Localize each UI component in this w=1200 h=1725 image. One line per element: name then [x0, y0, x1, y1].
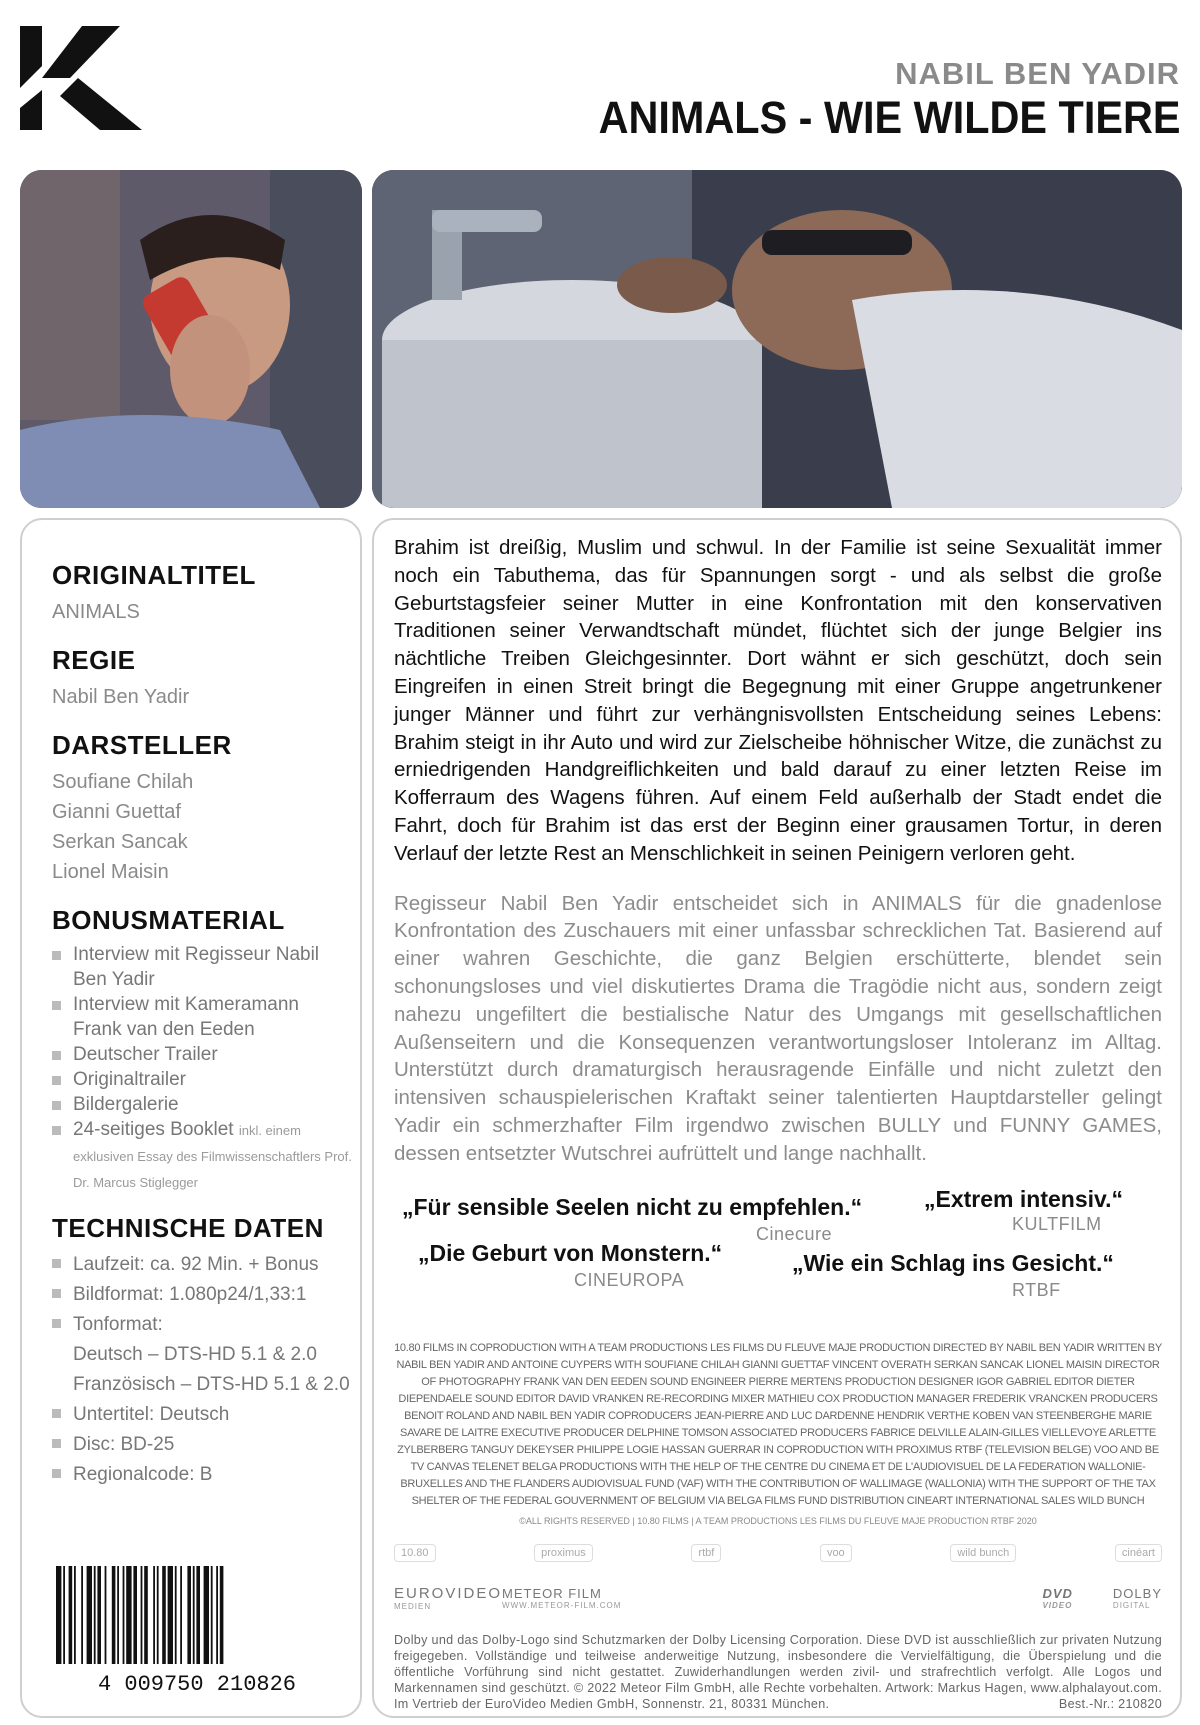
- bonus-item: Interview mit Regisseur Nabil Ben Yadir: [52, 942, 352, 992]
- press-quotes: [394, 1185, 1162, 1322]
- barcode-bar: [211, 1566, 213, 1664]
- tech-heading: TECHNISCHE DATEN: [52, 1213, 324, 1243]
- bonus-item: Interview mit Kameramann Frank van den Eeden: [52, 992, 352, 1042]
- tech-disc: Disc: BD-25: [52, 1430, 352, 1460]
- dolby-digital-logo: [1113, 1586, 1162, 1610]
- dvd-label: DVD: [1042, 1585, 1073, 1601]
- regie-heading: REGIE: [52, 645, 136, 675]
- barcode-bar: [220, 1566, 224, 1664]
- bonus-item: Bildergalerie: [52, 1092, 352, 1117]
- meteor-sub: WWW.METEOR-FILM.COM: [502, 1600, 622, 1610]
- meteor-label: METEOR FILM: [502, 1585, 602, 1601]
- darsteller-list: [52, 767, 352, 887]
- booklet-label: 24-seitiges Booklet: [73, 1119, 234, 1140]
- barcode-bar: [105, 1566, 107, 1664]
- eurovideo-logo: [394, 1585, 502, 1611]
- bonus-heading: BONUSMATERIAL: [52, 905, 285, 935]
- darsteller-heading: DARSTELLER: [52, 730, 232, 760]
- movie-title: ANIMALS - WIE WILDE TIERE: [598, 92, 1180, 143]
- barcode-bar: [196, 1566, 200, 1664]
- quote-text: „Extrem intensiv.“: [924, 1185, 1123, 1212]
- barcode-bar: [81, 1566, 83, 1664]
- distributor-logos: [394, 1580, 1162, 1616]
- barcode-bar: [126, 1566, 131, 1664]
- tech-ton-de: Deutsch – DTS-HD 5.1 & 2.0: [73, 1344, 317, 1365]
- barcode-bar: [153, 1566, 155, 1664]
- barcode-bar: [180, 1566, 182, 1664]
- barcode-bar: [133, 1566, 137, 1664]
- dvd-video-logo: [1042, 1586, 1072, 1610]
- barcode: [52, 1566, 342, 1696]
- bonus-item-booklet: [52, 1117, 352, 1195]
- sponsor-logo: proximus: [534, 1544, 593, 1562]
- sponsor-logo: voo: [820, 1544, 852, 1562]
- eurovideo-label: EUROVIDEO: [394, 1584, 503, 1602]
- barcode-bar: [69, 1566, 73, 1664]
- synopsis-text: Brahim ist dreißig, Muslim und schwul. In der Familie ist seine Sexualität immer noch ein Tabuthema, das für Spannungen sorgt - und als selbst die große Geburtstagsfeier seiner Mutter in eine Konfrontation mit den konservativen Traditionen seiner Verwandtschaft mündet, flüchtet sich der junge Belgier ins nächtliche Treiben Gleichgesinnter. Dort wähnt er sich geschützt, doch sein Eingreifen in einen Streit bringt die Begegnung mit einer Gruppe angetrunkener junger Männer und führt zur verhängnisvollsten Entscheidung seines Lebens: Brahim steigt in ihr Auto und wird zur Zielscheibe höhnischer Witze, die zunächst zu erniedrigenden Handgreiflichkeiten und bald darauf zu einer letzten Reise im Kofferraum des Wagens führen. Auf einem Feld außerhalb der Stadt endet die Fahrt, doch für Brahim ist das erst der Beginn einer grausamen Tortur, in deren Verlauf der letzte Rest an Menschlichkeit in seinen Peinigern verloren geht.: [394, 536, 1162, 865]
- tech-tonformat: Tonformat:: [52, 1310, 352, 1340]
- quote-source: Cinecure: [756, 1223, 833, 1244]
- originaltitel-heading: ORIGINALTITEL: [52, 560, 256, 590]
- barcode-bar: [87, 1566, 92, 1664]
- barcode-bar: [141, 1566, 143, 1664]
- publisher-logo: [20, 26, 142, 130]
- barcode-bar: [63, 1566, 65, 1664]
- barcode-bar: [193, 1566, 195, 1664]
- meteor-film-logo: [502, 1586, 621, 1610]
- tech-bildformat: Bildformat: 1.080p24/1,33:1: [52, 1280, 352, 1310]
- barcode-bar: [117, 1566, 119, 1664]
- bonus-item: Originaltrailer: [52, 1067, 352, 1092]
- dolby-sub: DIGITAL: [1112, 1600, 1151, 1610]
- legal-text: [394, 1632, 1162, 1713]
- quote-text: „Die Geburt von Monstern.“: [418, 1239, 723, 1266]
- barcode-bar: [157, 1566, 159, 1664]
- sponsor-logo: 10.80: [394, 1544, 436, 1562]
- director-name: NABIL BEN YADIR: [895, 56, 1180, 91]
- actor-name: Serkan Sancak: [52, 831, 188, 853]
- barcode-bar: [187, 1566, 191, 1664]
- quote-source: CINEUROPA: [574, 1269, 685, 1290]
- barcode-bar: [175, 1566, 177, 1664]
- quote-source: KULTFILM: [1012, 1213, 1102, 1234]
- barcode-bar: [94, 1566, 96, 1664]
- sponsor-logo: wild bunch: [950, 1544, 1016, 1562]
- regie-value: Nabil Ben Yadir: [52, 686, 190, 708]
- sponsor-logo: rtbf: [691, 1544, 721, 1562]
- eurovideo-sub: MEDIEN: [394, 1601, 432, 1611]
- tech-ton-fr: Französisch – DTS-HD 5.1 & 2.0: [73, 1374, 350, 1395]
- still-photo-phone-call: [20, 170, 362, 508]
- credit-block: 10.80 FILMS IN COPRODUCTION WITH A TEAM PRODUCTIONS LES FILMS DU FLEUVE MAJE PRODUCTION DIRECTED BY NABIL BEN YADIR WRITTEN BY NABIL BEN YADIR AND ANTOINE CUYPERS WITH SOUFIANE CHILAH GIANNI GUETTAF VINCENT OVERATH SERKAN SANCAK LIONEL MAISIN DIRECTOR OF PHOTOGRAPHY FRANK VAN DEN EEDEN SOUND ENGINEER PIERRE MERTENS PRODUCTION DESIGNER IGOR GABRIEL EDITOR DIETER DIEPENDAELE SOUND EDITOR DAVID VRANKEN RE-RECORDING MIXER MATHIEU COX PRODUCTION MANAGER FREDERIK VRANCKEN PRODUCERS BENOIT ROLAND AND NABIL BEN YADIR COPRODUCERS JEAN-PIERRE AND LUC DARDENNE HENDRIK VERTHE KOBEN VAN STEENBERGHE MARIE SAVARE DE LAITRE EXECUTIVE PRODUCER DELPHINE TOMSON ASSOCIATED PRODUCERS FABRICE DELVILLE ALAIN-GILLES VIELLEVOYE ARLETTE ZYLBERBERG TANGUY DEKEYSER PHILIPPE LOGIE HASSAN GUERRAR IN COPRODUCTION WITH PROXIMUS RTBF (TELEVISION BELGE) VOO AND BE TV CANVAS TELENET BELGA PRODUCTIONS WITH THE HELP OF THE CENTRE DU CINEMA ET DE L'AUDIOVISUEL DE LA FEDERATION WALLONIE-BRUXELLES AND THE FLANDERS AUDIOVISUAL FUND (VAF) WITH THE CONTRIBUTION OF WALLIMAGE (WALLONIA) WITH THE SUPPORT OF THE TAX SHELTER OF THE FEDERAL GOUVERNMENT OF BELGIUM VIA BELGA FILMS FUND DISTRIBUTION CINEART INTERNATIONAL SALES WILD BUNCH: [394, 1341, 1162, 1507]
- tech-laufzeit: Laufzeit: ca. 92 Min. + Bonus: [52, 1250, 352, 1280]
- copyright-line: ©ALL RIGHTS RESERVED | 10.80 FILMS | A TEAM PRODUCTIONS LES FILMS DU FLEUVE MAJE PRODUCTION RTBF 2020: [519, 1515, 1037, 1526]
- tech-list: [52, 1250, 352, 1490]
- info-panel: [20, 518, 362, 1718]
- legal-body: Dolby und das Dolby-Logo sind Schutzmarken der Dolby Licensing Corporation. Diese DVD ist ausschließlich zur privaten Nutzung freigegeben. Vollständige und teilweise anderweitige Nutzung, insbesondere die Vervielfältigung, die Überspielung und die öffentliche Vorführung sind nicht gestattet. Zuwiderhandlungen werden zivil- und strafrechtlich verfolgt. Alle Logos und Markennamen sind geschützt. © 2022 Meteor Film GmbH, alle Rechte vorbehalten. Artwork: Markus Hagen, www.alphalayout.com. Im Vertrieb der EuroVideo Medien GmbH, Sonnenstr. 21, 80331 München.: [394, 1632, 1162, 1712]
- barcode-bar: [74, 1566, 76, 1664]
- barcode-number: 4 009750 210826: [97, 1672, 297, 1696]
- bonus-list: [52, 942, 352, 1195]
- dolby-label: DOLBY: [1112, 1585, 1162, 1601]
- barcode-bar: [204, 1566, 209, 1664]
- sponsor-logos: [394, 1540, 1162, 1566]
- still-photo-sink: [372, 170, 1182, 508]
- description-panel: [372, 518, 1182, 1718]
- order-number: Best.-Nr.: 210820: [1058, 1697, 1162, 1712]
- barcode-bar: [97, 1566, 101, 1664]
- barcode-bar: [162, 1566, 166, 1664]
- barcode-bar: [123, 1566, 125, 1664]
- barcode-bar: [216, 1566, 218, 1664]
- barcode-bar: [144, 1566, 148, 1664]
- originaltitel-value: ANIMALS: [52, 601, 140, 623]
- quote-text: „Wie ein Schlag ins Gesicht.“: [792, 1249, 1114, 1276]
- actor-name: Gianni Guettaf: [52, 801, 181, 823]
- barcode-bar: [56, 1566, 61, 1664]
- booklet-note: inkl. einem exklusiven Essay des Filmwissenschaftlers Prof. Dr. Marcus Stiglegger: [73, 1123, 352, 1190]
- tech-regionalcode: Regionalcode: B: [52, 1460, 352, 1490]
- bonus-item: Deutscher Trailer: [52, 1042, 352, 1067]
- barcode-bar: [112, 1566, 116, 1664]
- review-text: Regisseur Nabil Ben Yadir entscheidet sich in ANIMALS für die gnadenlose Konfrontation des Zuschauers mit einer unfassbar schrecklichen Tat. Basierend auf einer wahren Geschichte, die ganz Belgien erschütterte, blendet sein schonungsloses und viel diskutiertes Drama die Tragödie nicht aus, sondern zeigt nahezu ungefiltert die bestialische Natur des Umgangs mit gesellschaftlichen Außenseitern und die Konsequenzen verantwortungsloser Intoleranz im Alltag. Unterstützt durch dramaturgisch herausragende Einfälle und nicht zuletzt den intensiven schauspielerischen Kraftakt seiner talentierten Hauptdarsteller gelingt Yadir ein schmerzhafter Film irgendwo zwischen BULLY und FUNNY GAMES, dessen entsetzter Wutschrei aufrüttelt und lange nachhallt.: [394, 891, 1162, 1165]
- barcode-bar: [168, 1566, 173, 1664]
- tech-untertitel: Untertitel: Deutsch: [52, 1400, 352, 1430]
- quote-text: „Für sensible Seelen nicht zu empfehlen.“: [402, 1193, 863, 1220]
- sponsor-logo: cinéart: [1115, 1544, 1162, 1562]
- dvd-sub: VIDEO: [1042, 1600, 1073, 1610]
- actor-name: Lionel Maisin: [52, 861, 169, 883]
- actor-name: Soufiane Chilah: [52, 771, 194, 793]
- quote-source: RTBF: [1012, 1279, 1061, 1300]
